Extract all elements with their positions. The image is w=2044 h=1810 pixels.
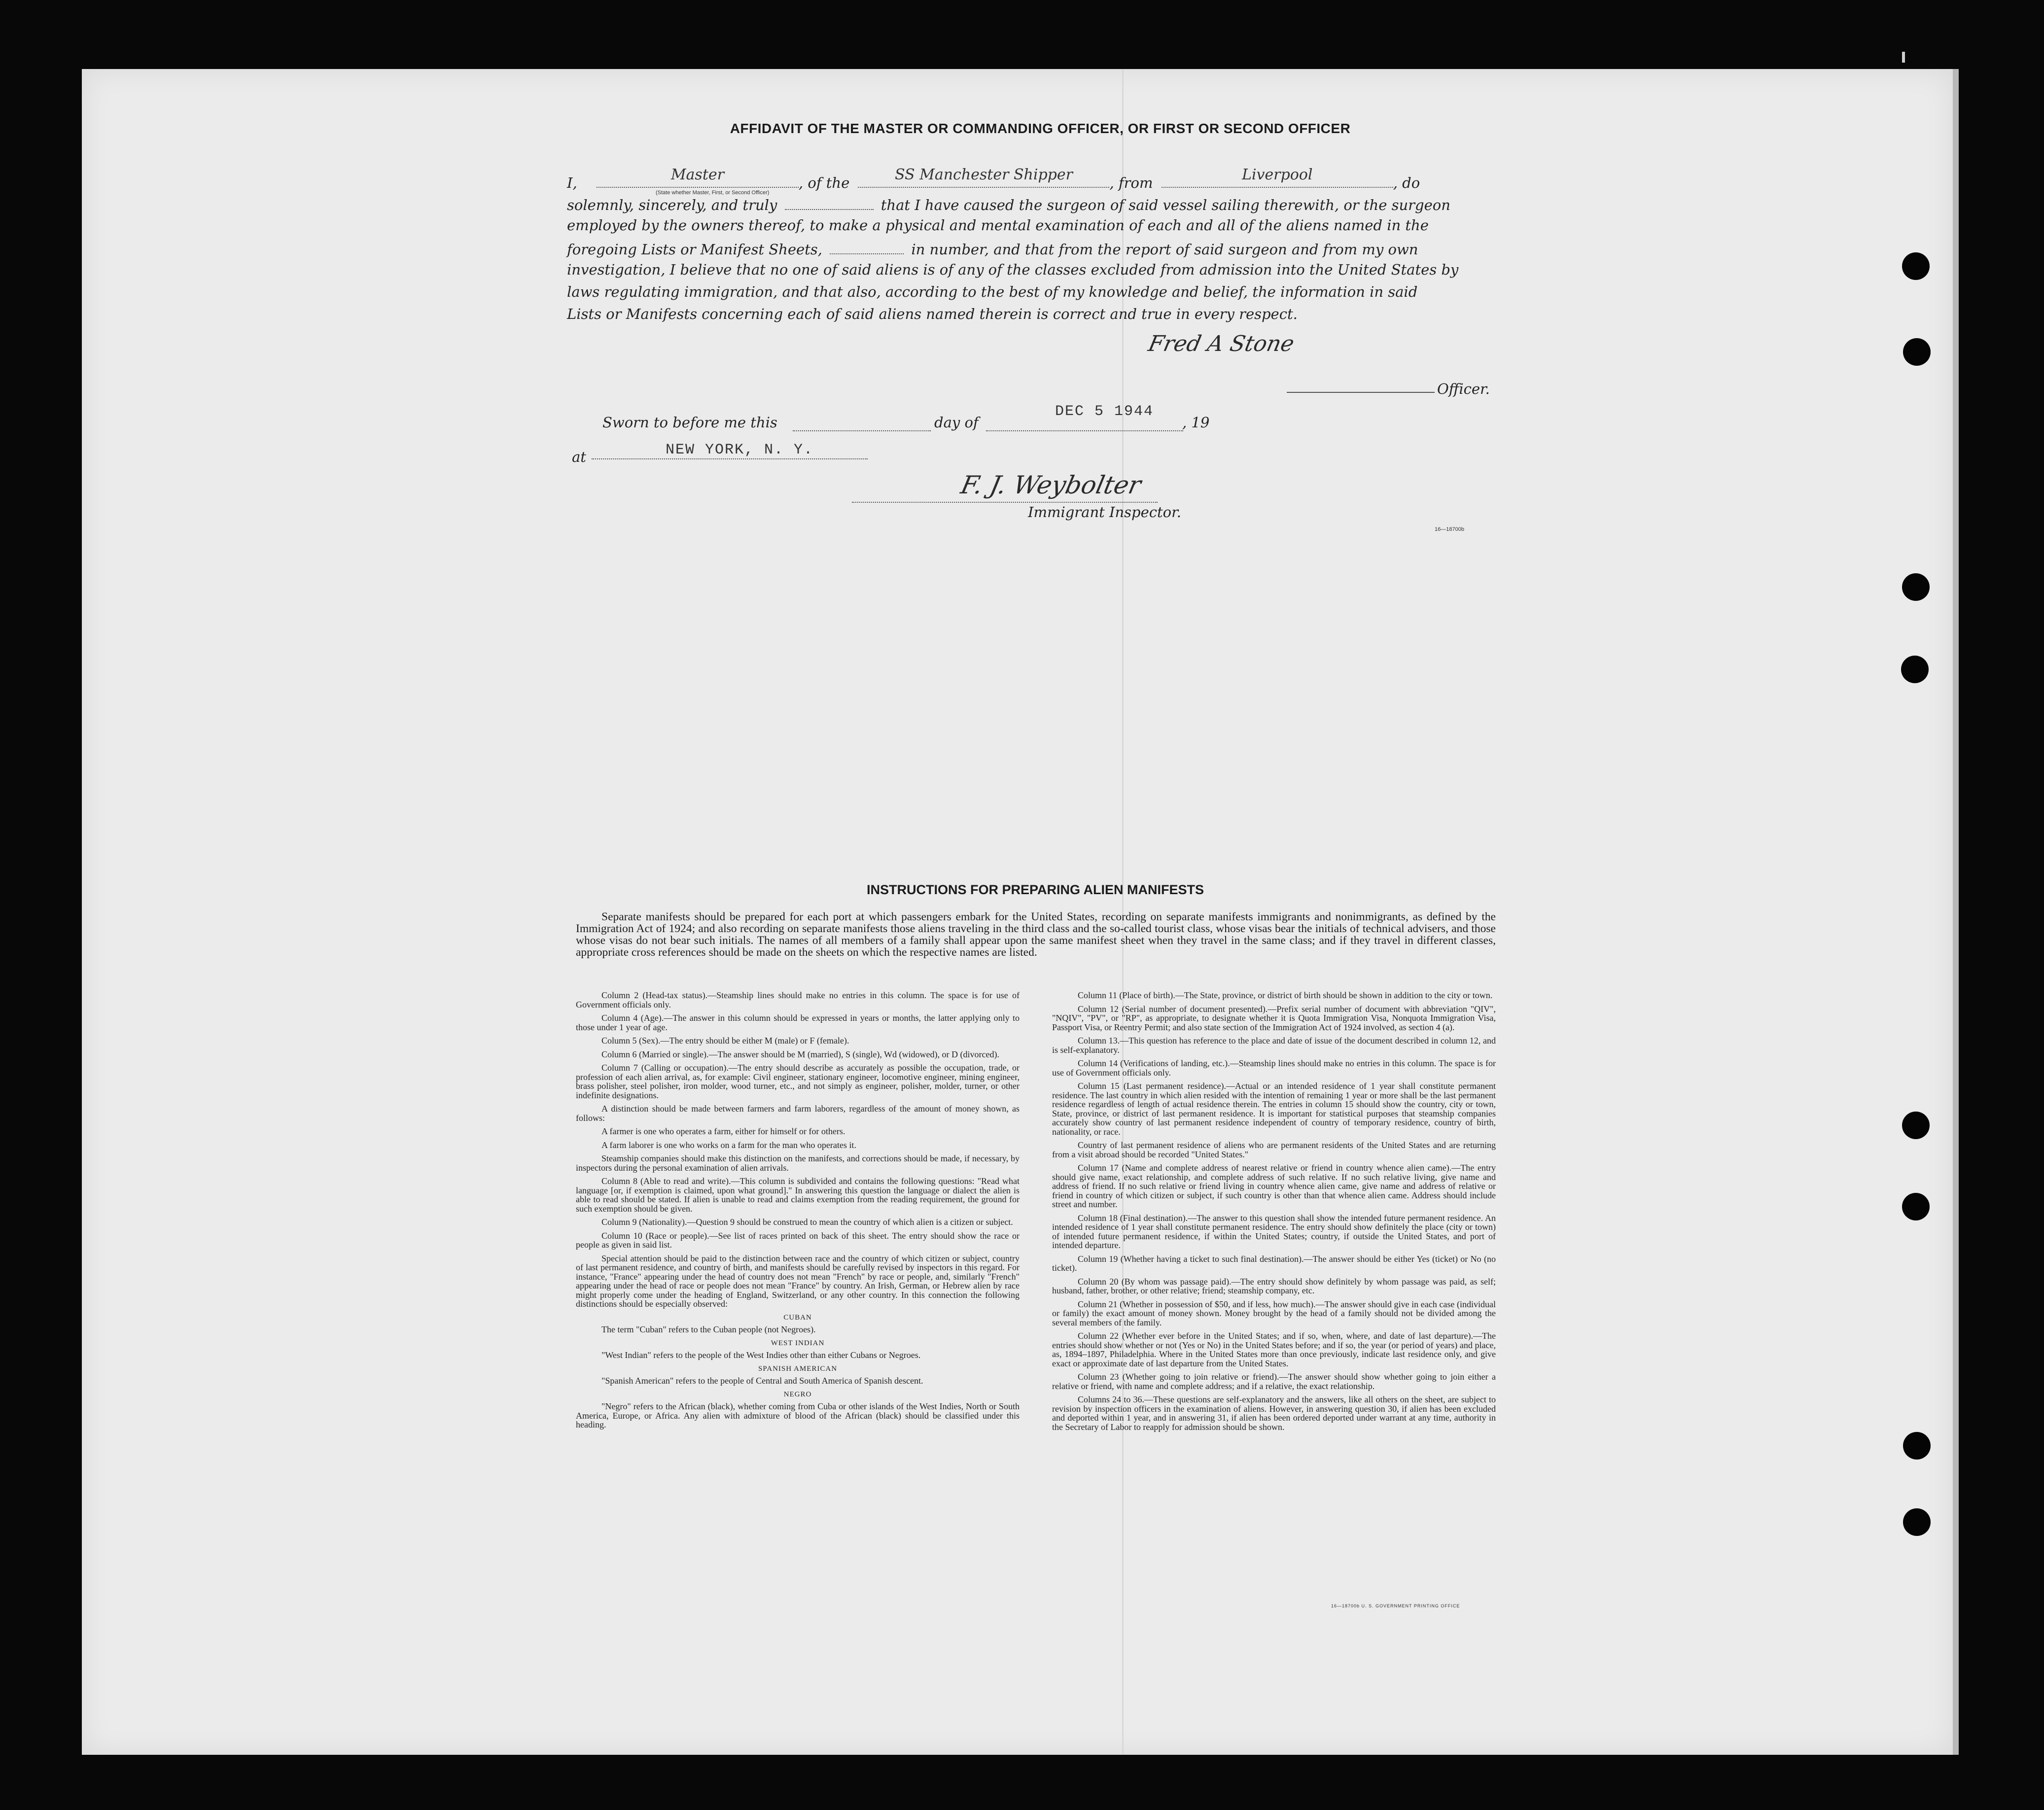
punch-hole xyxy=(1903,1508,1931,1536)
form-number: 16—18700b xyxy=(1435,526,1464,532)
instructions-intro: Separate manifests should be prepared for each port at which passengers embark for the United States, recording on separate manifests immigrants and nonimmigrants, as defined by the Immigration Act of 1924; and also recording on separate manifests those aliens traveling in the third class and the so-called tourist class, whose visas bear the initials of technical advisers, and those whose visas do not bear such initials. The names of all members of a family shall appear upon the same manifest sheet when they travel in the same class; and if they travel in different classes, appropriate cross references should be made on the sheets on which the respective names are listed. xyxy=(576,910,1496,959)
instruction-column-9: Column 9 (Nationality).—Question 9 should be construed to mean the country of which alien is a citizen or subject. xyxy=(601,1217,1013,1227)
rank-hint: (State whether Master, First, or Second Officer) xyxy=(656,190,770,196)
affidavit-text: solemnly, sincerely, and truly xyxy=(567,197,777,213)
sworn-month-line xyxy=(986,430,1183,431)
instruction-paragraph: A distinction should be made between farmers and farm laborers, regardless of the amount of money shown, as follows: xyxy=(576,1104,1020,1123)
of-the-label: , of the xyxy=(798,174,850,191)
vessel-value: SS Manchester Shipper xyxy=(894,166,1073,183)
sheet-count-field xyxy=(830,237,904,254)
date-stamp: DEC 5 1944 xyxy=(1055,403,1154,420)
instruction-column-5: Column 5 (Sex).—The entry should be either M (male) or F (female). xyxy=(601,1036,849,1045)
instruction-column-20: Column 20 (By whom was passage paid).—The entry should show definitely by whom passage was paid, as self; husband, father, brother, or other relative; friend; steamship company, etc. xyxy=(1052,1276,1496,1295)
punch-hole xyxy=(1903,1432,1931,1460)
at-label: at xyxy=(572,449,586,465)
punch-hole xyxy=(1903,338,1931,366)
instruction-column-7: Column 7 (Calling or occupation).—The entry should describe as accurately as possible the occupation, trade, or profession of each alien arrival, as, for example: Civil engineer, stationary engineer, locomotive engineer, mining engineer, brass polisher, steel polisher, iron molder, wood turner, etc., and not simply as engineer, polisher, molder, turner, or other indefinite designations. xyxy=(576,1063,1020,1100)
instruction-column-8: Column 8 (Able to read and write).—This column is subdivided and contains the following questions: "Read what language [or, if exemption is claimed, upon what ground]." In answering this question the language or dialect the alien is able to read should be stated. If alien is unable to read and claims exemption from the reading requirement, the ground for such exemption should be given. xyxy=(576,1176,1020,1214)
spanish-american-heading: SPANISH AMERICAN xyxy=(758,1364,838,1373)
cuban-heading: CUBAN xyxy=(783,1313,812,1322)
port-value: Liverpool xyxy=(1241,166,1313,183)
punch-hole xyxy=(1902,1193,1930,1220)
instruction-paragraph: Special attention should be paid to the distinction between race and the country of which citizen or subject, country of last permanent residence, and country of birth, and manifests should be carefully revised by inspectors in this regard. For instance, "France" appearing under the head of country does not mean "French" by race or people, and, similarly "French" appearing under the head of race or people does not mean "France" by country. An Irish, German, or Hebrew alien by race might properly come under the heading of England, Switzerland, or any other country. In this connection the following distinctions should be especially observed: xyxy=(576,1253,1020,1309)
inspector-label: Immigrant Inspector. xyxy=(1028,504,1181,521)
instructions-right-column xyxy=(1052,991,1496,1436)
instructions-title: INSTRUCTIONS FOR PREPARING ALIEN MANIFESTS xyxy=(866,882,1204,897)
affidavit-text: in number, and that from the report of said surgeon and from my own xyxy=(911,241,1418,258)
west-indian-heading: WEST INDIAN xyxy=(771,1339,825,1347)
west-indian-definition: "West Indian" refers to the people of the West Indies other than either Cubans or Negroes. xyxy=(601,1350,921,1360)
year-prefix: , 19 xyxy=(1182,414,1210,431)
negro-definition: "Negro" refers to the African (black), whether coming from Cuba or other islands of the West Indies, North or South America, Europe, or Africa. Any alien with admixture of blood of the African (black) should be classified under this heading. xyxy=(576,1401,1020,1429)
instruction-column-18: Column 18 (Final destination).—The answer to this question shall show the intended future permanent residence. An intended residence of 1 year shall constitute permanent residence. The entry should show definitely the place (city or town) of intended future permanent residence, if within the United States; country, if outside the United States, and port of intended departure. xyxy=(1052,1213,1496,1250)
inspector-signature-line xyxy=(852,502,1158,503)
officer-signature: Fred A Stone xyxy=(1146,331,1297,356)
spanish-american-definition: "Spanish American" refers to the people of Central and South America of Spanish descent. xyxy=(601,1376,923,1386)
instruction-column-21: Column 21 (Whether in possession of $50, and if less, how much).—The answer should give in each case (individual or family) the exact amount of money shown. Money brought by the head of a family should not be divided among the several members of the family. xyxy=(1052,1299,1496,1327)
affidavit-line-5: investigation, I believe that no one of said aliens is of any of the classes excluded from admission into the United States by xyxy=(567,261,1459,278)
day-of-label: day of xyxy=(934,414,979,431)
instruction-column-15: Column 15 (Last permanent residence).—Actual or an intended residence of 1 year shall constitute permanent residence. The last country in which alien resided with the intention of remaining 1 year or more shall be the last permanent residence regardless of length of actual residence therein. The entries in column 15 should show the country, city or town, State, province, or district of last permanent residence. It is important for statistical purposes that steamship companies accurately show country of last permanent residence independent of country of temporary residence, country of birth, nationality, or race. xyxy=(1052,1081,1496,1137)
affidavit-line-6: laws regulating immigration, and that also, according to the best of my knowledge and belief, the information in said xyxy=(567,283,1418,300)
from-label: , from xyxy=(1109,174,1153,191)
affidavit-line-1 xyxy=(567,166,1494,192)
affidavit-title: AFFIDAVIT OF THE MASTER OR COMMANDING OFFICER, OR FIRST OR SECOND OFFICER xyxy=(730,121,1351,136)
instruction-column-6: Column 6 (Married or single).—The answer should be M (married), S (single), Wd (widowed), or D (divorced). xyxy=(601,1049,999,1059)
rank-value: Master xyxy=(670,166,724,183)
affidavit-text: that I have caused the surgeon of said vessel sailing therewith, or the surgeon xyxy=(881,197,1450,213)
officer-label: Officer. xyxy=(1437,381,1490,397)
affidavit-line-3: employed by the owners thereof, to make a physical and mental examination of each and all of the aliens named in the xyxy=(567,217,1429,234)
instruction-column-2: Column 2 (Head-tax status).—Steamship lines should make no entries in this column. The space is for use of Government officials only. xyxy=(576,990,1020,1009)
vessel-field xyxy=(858,166,1109,188)
punch-hole xyxy=(1902,252,1930,280)
instruction-paragraph: A farm laborer is one who works on a farm for the man who operates it. xyxy=(601,1140,856,1150)
sworn-label: Sworn to before me this xyxy=(602,414,777,431)
instruction-paragraph: A farmer is one who operates a farm, either for himself or for others. xyxy=(601,1126,846,1136)
sworn-day-line xyxy=(793,430,931,431)
instruction-paragraph: Steamship companies should make this distinction on the manifests, and corrections should be made, if necessary, by inspectors during the personal examination of alien arrivals. xyxy=(576,1153,1020,1173)
negro-heading: NEGRO xyxy=(783,1390,812,1398)
instruction-column-11: Column 11 (Place of birth).—The State, province, or district of birth should be shown in addition to the city or town. xyxy=(1078,990,1493,1000)
cuban-definition: The term "Cuban" refers to the Cuban people (not Negroes). xyxy=(601,1324,816,1334)
instruction-column-12: Column 12 (Serial number of document presented).—Prefix serial number of document with abbreviation "QIV", "NQIV", "PV", or "RP", as appropriate, to designate whether it is Quota Immigration Visa, Nonquota Immigration Visa, Passport Visa, or Reentry Permit; and also state section of the Immigration Act of 1924 involved, as section 4 (a). xyxy=(1052,1004,1496,1032)
printing-office-imprint: 16—18700b U. S. GOVERNMENT PRINTING OFFICE xyxy=(1331,1603,1460,1608)
instruction-column-19: Column 19 (Whether having a ticket to such final destination).—The answer should be either Yes (ticket) or No (no ticket). xyxy=(1052,1253,1496,1273)
instruction-column-23: Column 23 (Whether going to join relative or friend).—The answer should show whether going to join either a relative or friend, with name and complete address; and if a relative, the exact relationship. xyxy=(1052,1372,1496,1391)
place-stamp: NEW YORK, N. Y. xyxy=(666,442,814,458)
affidavit-line-4 xyxy=(567,237,1494,259)
instruction-column-4: Column 4 (Age).—The answer in this column should be expressed in years or months, the latter applying only to those under 1 year of age. xyxy=(576,1013,1020,1032)
affidavit-line-7: Lists or Manifests concerning each of said aliens named therein is correct and true in every respect. xyxy=(567,306,1298,322)
affidavit-text: foregoing Lists or Manifest Sheets, xyxy=(567,241,822,258)
inspector-signature: F. J. Weybolter xyxy=(958,471,1144,499)
instruction-columns-24-36: Columns 24 to 36.—These questions are self-explanatory and the answers, like all others on the sheet, are subject to revision by inspection officers in the examination of aliens. However, in answering question 30, if alien has been excluded and deported within 1 year, and in answering 31, if alien has been ordered deported under warrant at any time, authority in the Secretary of Labor to reapply for admission should be shown. xyxy=(1052,1394,1496,1432)
instruction-column-17: Column 17 (Name and complete address of nearest relative or friend in country whence alien came).—The entry should give name, exact relationship, and complete address of such relative. If no such relative living, give name and address of friend. If no such relative or friend living in country whence alien came, give name and address of relative or friend in country of which citizen or subject, if such country is other than that whence alien came. Address should include street and number. xyxy=(1052,1163,1496,1209)
place-line xyxy=(592,458,868,459)
corner-mark xyxy=(1902,52,1905,63)
affidavit-i: I, xyxy=(567,174,577,191)
instruction-column-10: Column 10 (Race or people).—See list of races printed on back of this sheet. The entry should show the race or people as given in said list. xyxy=(576,1230,1020,1250)
port-field xyxy=(1162,166,1393,188)
punch-hole xyxy=(1902,1112,1930,1139)
instruction-paragraph: Country of last permanent residence of aliens who are permanent residents of the United States and are returning from a visit abroad should be recorded "United States." xyxy=(1052,1140,1496,1159)
instructions-left-column xyxy=(576,991,1020,1434)
instruction-column-13: Column 13.—This question has reference to the place and date of issue of the document described in column 12, and is self-explanatory. xyxy=(1052,1036,1496,1055)
rank-field xyxy=(597,166,799,188)
oath-field xyxy=(785,192,874,210)
punch-hole xyxy=(1901,656,1929,683)
instruction-column-22: Column 22 (Whether ever before in the United States; and if so, when, where, and date of last departure).—The entries should show whether or not (Yes or No) in the United States before; and if so, the year (or period of years) and place, as, 1894–1897, Philadelphia. Where in the United States more than once previously, indicate last residence only, and give exact or approximate date of last departure from the United States. xyxy=(1052,1331,1496,1368)
do-label: , do xyxy=(1393,174,1420,191)
punch-hole xyxy=(1902,573,1930,601)
officer-signature-line xyxy=(1287,392,1435,393)
instruction-column-14: Column 14 (Verifications of landing, etc.).—Steamship lines should make no entries in this column. The space is for use of Government officials only. xyxy=(1052,1058,1496,1078)
